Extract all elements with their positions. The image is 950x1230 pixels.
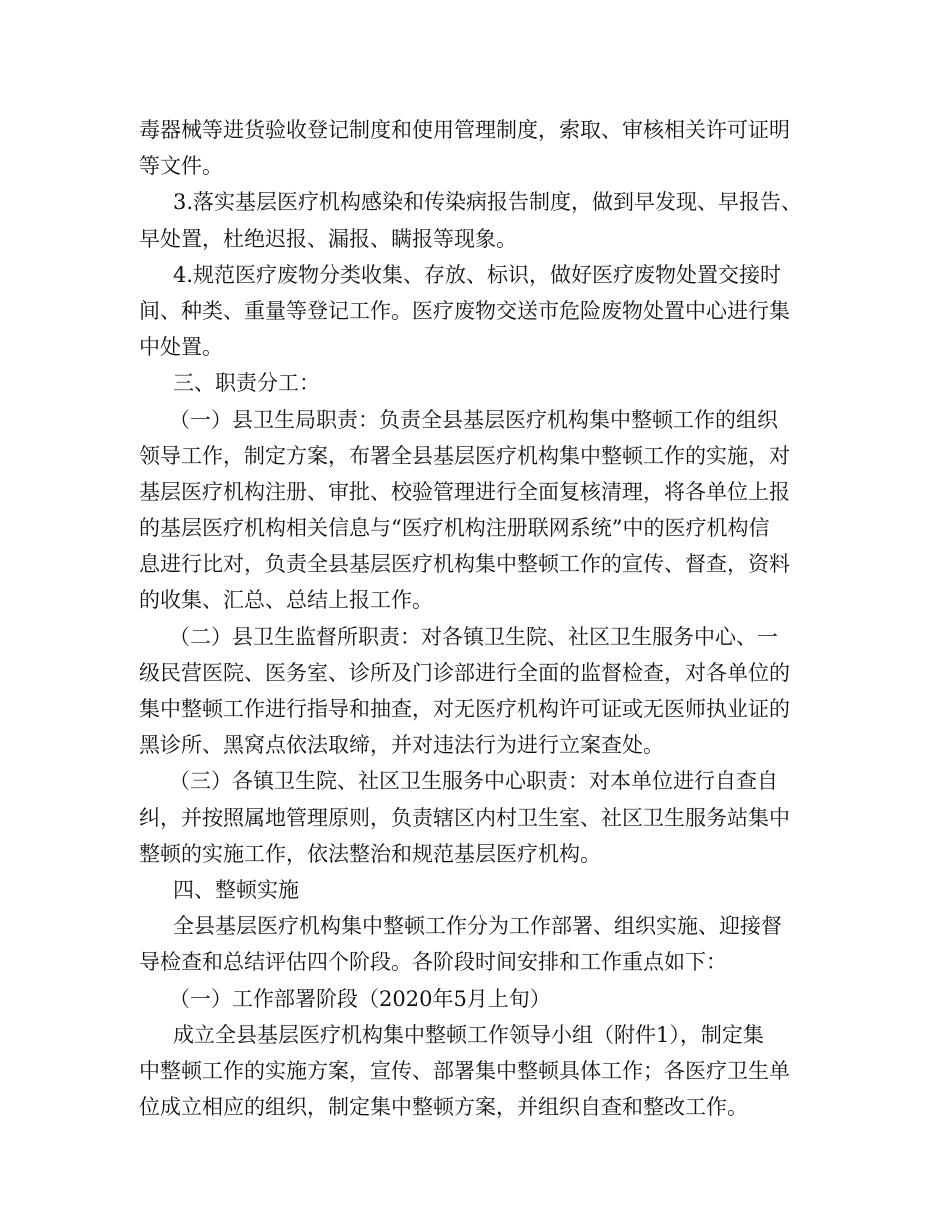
body-line: 级民营医院、医务室、诊所及门诊部进行全面的监督检查，对各单位的 [139,660,790,685]
body-line: 导检查和总结评估四个阶段。各阶段时间安排和工作重点如下： [139,950,727,975]
body-line: 集中整顿工作进行指导和抽查，对无医疗机构许可证或无医师执业证的 [139,697,790,721]
body-line: 息进行比对，负责全县基层医疗机构集中整顿工作的宣传、督查，资料 [139,552,790,577]
body-line: 纠，并按照属地管理原则，负责辖区内村卫生室、社区卫生服务站集中 [139,805,790,830]
body-line: 基层医疗机构注册、审批、校验管理进行全面复核清理，将各单位上报 [139,479,790,504]
body-line: 3.落实基层医疗机构感染和传染病报告制度，做到早发现、早报告、 [173,190,803,215]
body-line: 间、种类、重量等登记工作。医疗废物交送市危险废物处置中心进行集 [139,298,790,323]
body-line: 毒器械等进货验收登记制度和使用管理制度，索取、审核相关许可证明 [139,118,790,142]
body-line: 中整顿工作的实施方案，宣传、部署集中整顿具体工作；各医疗卫生单 [139,1058,790,1083]
body-line: 黑诊所、黑窝点依法取缔，并对违法行为进行立案查处。 [139,733,664,758]
body-line: 早处置，杜绝迟报、漏报、瞒报等现象。 [139,226,517,251]
body-line: 4.规范医疗废物分类收集、存放、标识，做好医疗废物处置交接时 [173,262,782,287]
document-body [139,112,819,1125]
subsection-heading: （一）工作部署阶段（2020年5月上旬） [169,986,551,1011]
body-line: 整顿的实施工作，依法整治和规范基层医疗机构。 [139,841,601,866]
body-line: 等文件。 [139,154,223,179]
body-line: 的收集、汇总、总结上报工作。 [139,588,433,613]
body-line: 领导工作，制定方案，布署全县基层医疗机构集中整顿工作的实施，对 [139,443,790,468]
body-line: 的基层医疗机构相关信息与“医疗机构注册联网系统”中的医疗机构信 [139,516,770,541]
body-line: 位成立相应的组织，制定集中整顿方案，并组织自查和整改工作。 [139,1095,748,1120]
body-line: （一）县卫生局职责：负责全县基层医疗机构集中整顿工作的组织 [169,407,778,432]
body-line: 成立全县基层医疗机构集中整顿工作领导小组（附件1），制定集 [173,1022,764,1047]
section-heading: 三、职责分工： [173,371,320,396]
body-line: （二）县卫生监督所职责：对各镇卫生院、社区卫生服务中心、一 [169,624,778,649]
body-line: 中处置。 [139,335,223,360]
body-line: （三）各镇卫生院、社区卫生服务中心职责：对本单位进行自查自 [169,769,778,794]
section-heading: 四、整顿实施 [173,877,299,902]
body-line: 全县基层医疗机构集中整顿工作分为工作部署、组织实施、迎接督 [173,914,782,939]
